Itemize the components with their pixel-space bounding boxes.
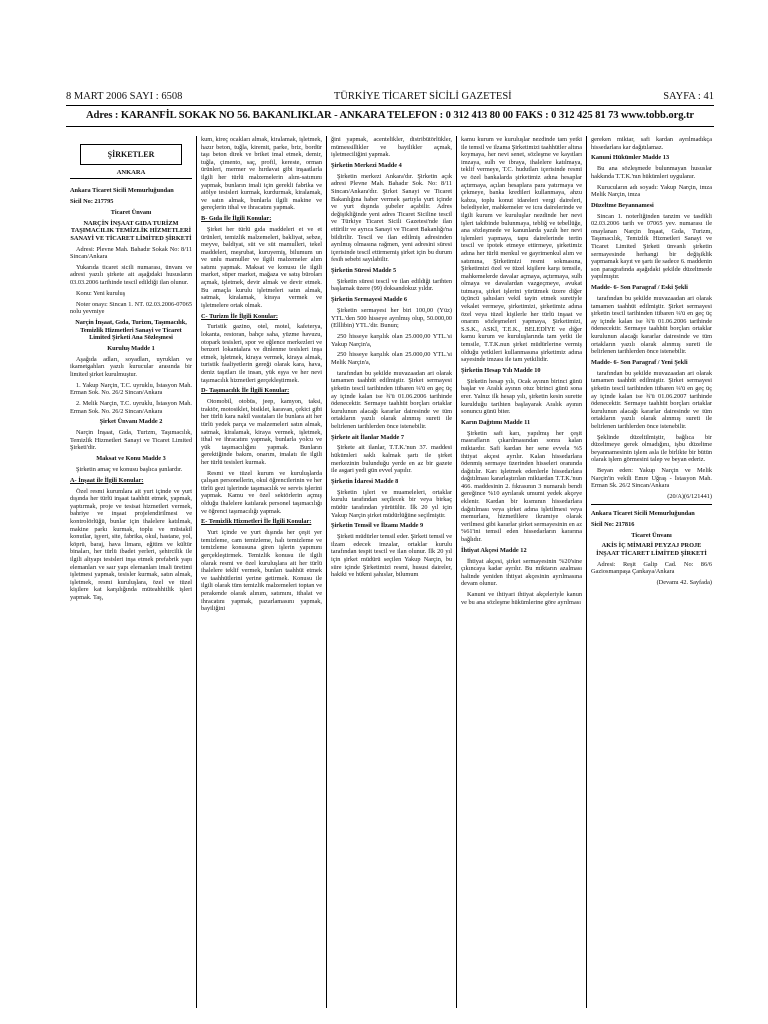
old-paragraph-text: tarafından bu şekilde muvazaadan ari olarak tamamen taahhüt edilmiştir. Şirket sermayesi şirketin tescil tarihinden itibaren ¼'ü en geç üç ay içinde kalan ise ¾'ü 01.06.2006 tarihinde ödenecektir. Sermaye taahhüt borçları ortaklar kurulunun alacağı kararlar dairesinde ve tüm ortakların yazılı olarak alınmış sureti ile belirlenen tarihlerden önce istenebilir.	[591, 295, 712, 356]
article-1-title: Kuruluş Madde 1	[107, 344, 155, 352]
page-number: SAYFA : 41	[663, 90, 714, 102]
article-13-text: Bu ana sözleşmede bulunmayan hususlar hakkında T.T.K.'nın hükümleri uygulanır.	[591, 165, 712, 180]
registry-office-2: Ankara Ticaret Sicili Memurluğundan	[591, 509, 695, 517]
article-5-text: Şirketin süresi tescil ve ilan edildiği tarihten başlamak üzere (99) doksandokuz yıldır.	[331, 277, 452, 293]
share-holding-2: 250 hisseye karşılık olan 25.000,00 YTL.'si Melik Narçin'a,	[331, 351, 452, 366]
address-line: Adres : KARANFİL SOKAK NO 56. BAKANLIKLAR - ANKARA TELEFON : 0 312 413 80 00 FAKS : 0 312 425 81 73 www.tobb.org.tr	[86, 110, 694, 121]
column-3	[326, 136, 456, 1008]
company-name-2: AKİS İÇ MİMARİ PEYZAJ PROJE İNŞAAT TİCARET LİMİTED ŞİRKETİ	[596, 542, 707, 557]
correction-text: Sincan 1. noterliğinden tanzim ve tasdikli 02.03.2006 tarih ve 07065 yev. numarası ile onaylanan Narçin İnşaat, Gıda, Turizm, Taşımacılık, Temizlik Hizmetleri Sanayi ve Ticaret Limited Şirketi ünvanlı şirketin sermayesinde herhangi bir değişiklik yapmamak kayıt ve şartı ile sadece 6. maddenin son paragrafında aşağıdaki şekilde düzeltmede yapılmıştır.	[591, 212, 712, 281]
old-paragraph-title: Madde- 6- Son Paragraf / Eski Şekli	[591, 284, 688, 292]
header-rule	[66, 105, 714, 106]
founders-signatures: Kurucuların adı soyadı: Yakup Narçin, imza Melik Narçin, imza	[591, 183, 712, 199]
section-e-text: Yurt içinde ve yurt dışında her çeşit yer temizleme, cam temizleme, halı temizleme ve temizleme konusuna giren işlerin yapımını gerçekleştirmek. Temizlik konusu ile ilgili olarak resmi ve özel kuruluşlara ait her türlü ihalelere teklif vermek, bunları taahhüt etmek ve taahhütlerini yerine getirmek. Konusu ile ilgili olarak tüm temizlik malzemeleri toptan ve perakende olarak alınım, satımını, ithalat ve ihracatını yapmak, pazarlamasını yapmak, bayiliğini	[201, 529, 322, 613]
section-c-text: Turistik gazino, otel, motel, kafeterya, lokanta, restoran, bahçe saha, yüzme havuzu, otopark tesisleri, spor ve eğlence merkezleri ve benzeri lokantalara ve dinlenme tesisleri inşa etmek, işletmek, kiraya vermek, kiraya almak, turistik faaliyetlerin gereği olarak kara, hava, deniz taşıtları ile insan, yük eşya ve her nevi taşımacılık hizmetleri gerçekleştirmek.	[201, 323, 322, 384]
registry-office: Ankara Ticaret Sicili Memurluğundan	[70, 187, 174, 195]
city-heading: ANKARA	[70, 169, 192, 180]
section-title: ŞİRKETLER	[80, 144, 182, 165]
gazette-title: TÜRKİYE TİCARET SİCİLİ GAZETESİ	[333, 90, 512, 102]
section-a-text: Özel resmi kurumlara ait yurt içinde ve yurt dışında her türlü inşaat taahhüt etmek, yapmak, yaptırmak, proje ve tesisat hizmetleri vermek, bahriye ve inşaat projelendirilmesi ve kontrolörlüğü, bunlar için ihalelere katılmak, makine parkı kurmak, toplu ve müstakil konutlar, işyeri, site, fabrika, okul, hastane, yol, köprü, baraj, hava limanı, eğitim ve kültür binaları, her türlü ibadet yerleri, şehircilik ile ilgili altyapı tesisleri inşa etmek prefabrik yapı elemanları ve saır yapı elemanları imali üretimi işletmesi yapmak, tesisler kurmak, satın almak, işletmek, resmi kuruluşlara, özel ve tüzel kişilere kat karşılığında müteahhitlik işleri yapmak. Taş,	[70, 487, 192, 601]
article-7-title: Şirkete ait İlanlar Madde 7	[331, 433, 404, 441]
company-name: NARÇİN İNŞAAT GIDA TURİZM TAŞIMACILIK TEMİZLİK HİZMETLERİ SANAYİ VE TİCARET LİMİTED ŞİRKETİ	[70, 219, 192, 242]
article-12-text: İhtiyat akçesi, şirket sermayesinin %20'sine çıkıncaya kadar ayrılır. Bu miktarın azalması halinde yeniden ihtiyat akçesinin ayrılmasına devam olunur.	[461, 557, 582, 588]
article-2-text: Narçin İnşaat, Gıda, Turizm, Taşımacılık, Temizlik Hizmetleri Sanayi ve Ticaret Limited Şirketi'dir.	[70, 429, 192, 452]
section-c-title: C- Turizm İle İlgili Konular:	[201, 312, 278, 320]
subject: Konu: Yeni kuruluş	[76, 289, 126, 297]
founder-1: 1. Yakup Narçin, T.C. uyruklu, İstasyon Mah. Erman Sok. No. 26/2 Sincan/Ankara	[70, 381, 192, 397]
sicil-number-2: Sicil No: 217816	[591, 520, 635, 528]
article-3-text: Şirketin amaç ve konusu başlıca şunlardır.	[76, 466, 183, 473]
article-6-title: Şirketin Sermayesi Madde 6	[331, 296, 408, 304]
section-a-title: A- İnşaat ile İlgili Konular:	[70, 476, 144, 484]
column-5	[586, 136, 716, 1008]
section-e-title: E- Temizlik Hizmetleri İle İlgili Konular:	[201, 518, 312, 526]
article-3-title: Maksat ve Konu Madde 3	[96, 455, 166, 463]
section-d-title: D- Taşımacılık İle İlgili Konular:	[201, 387, 290, 395]
columns	[66, 136, 716, 1008]
section-d-text: Otomobil, otobüs, jeep, kamyon, taksi, traktör, motosiklet, bisiklet, karavan, çekici gibi her türlü kara nakil vasıtaları ile bunlara ait her türlü yedek parça ve malzemeleri satın almak, satmak, kiralamak, kiraya vermek, işletmek, ithal ve ihracatını yapmak, bunlarla yolcu ve yük taşımacılığını yapmak. Bunların gerektiğinde bakım, onarım, imalatı ile ilgili her türlü tesisleri kurmak.	[201, 398, 322, 466]
correction-closing: Şeklinde düzeltilmiştir, bağlıca bir düzeltmeye gerek olmadığını, işbu düzeltme beyannamesinin işlem asla ile birlikte bir bütün olarak işlem görmesini talep ve beyan ederiz.	[591, 433, 712, 464]
section-b-title: B- Gıda İle İlgili Konular:	[201, 215, 272, 223]
company-address-2: Adresi: Reşit Galip Cad. No: 86/6 Gaziosmanpaşa Çankaya/Ankara	[591, 560, 712, 576]
column-4	[456, 136, 586, 1008]
section-d-text-2: Resmi ve tüzel kurum ve kuruluşlarda çalışan personellerin, okul öğrencilerinin ve her türlü gezi işlerinde taşımacılık ve servis işlerini yapmak. Kamu ve özel sektörlerin açmış olduğu ihalelere katılarak personel taşımacılığı ve öğrenci taşımacılığı yapmak.	[201, 469, 322, 515]
new-paragraph-title: Madde- 6- Son Paragraf / Yeni Şekli	[591, 358, 688, 366]
continuation-text: gereken miktar, safi kardan ayrılmadıkça hissedarlara kar dağıtılamaz.	[591, 136, 712, 151]
announcement-text: Yukarıda ticaret sicili numarası, ünvanı ve adresi yazılı şirkete ait aşağıdaki hususların 03.03.2006 tarihinde tescil edildiği ilan olunur.	[70, 263, 192, 287]
article-10-text: Şirketin hesap yılı, Ocak ayının birinci günü başlar ve Aralık ayının otuz birinci günü sona erer. Yalnız ilk hesap yılı, şirketin kesin surette kurulduğu tarihten başlayarak Aralık ayının sonuncu günü biter.	[461, 377, 582, 416]
article-9-title: Şirketin Temsil ve İlzamı Madde 9	[331, 522, 424, 530]
article-4-text: Şirketin merkezi Ankara'dır. Şirketin açık adresi Plevne Mah. Bahadır Sok. No: 8/11 Sincan/Ankara'dır. Şirket Sanayi ve Ticaret Bakanlığına haber vermek şartıyla yurt içinde ve yurt dışında şubeler açabilir. Adres değişikliğinde yeni adres Ticaret Siciline tescil ve Türkiye Ticaret Sicili Gazetesi'nde ilan ettirilir ve ayrıca Sanayi ve Ticaret Bakanlığı'na bildirilir. Tescil ve ilan edilmiş adresinden ayrılmış olmasına rağmen, yeni adresini süresi içerisinde tescil ettirmemiş şirket için bu durum fesih sebebi sayılabilir.	[331, 172, 452, 264]
correction-title: Düzeltme Beyannamesi	[591, 201, 654, 209]
article-13-title: Kanuni Hükümler Madde 13	[591, 154, 670, 162]
article-6-text: Şirketin sermayesi her biri 100,00 (Yüz) YTL.'den 500 hisseye ayrılmış olup, 50.000,00 (Elllibin) YTL.'dir. Bunun;	[331, 307, 452, 330]
article-9-text: Şirketi müdürler temsil eder. Şirketi temsil ve ilzam edecek imzalar, ortaklar kurulu tarafından tespit tescil ve ilan olunur. İlk 20 yıl için şirket müdürü seçilen Yakup Narçin, bu süre içinde Şirketimizi resmi, hususi daireler, hakiki ve hükmi şahıslar, bilumum	[331, 533, 452, 579]
article-5-title: Şirketin Süresi Madde 5	[331, 267, 397, 275]
divider	[591, 504, 712, 505]
column-1	[66, 136, 196, 1008]
reference-number: (20/A)(6/121441)	[667, 493, 712, 501]
column-2	[196, 136, 326, 1008]
article-1-text: Aşağıda adları, soyadları, uyrukları ve ikametgahları yazılı kurucular arasında bir limited şirket kurulmuştur.	[70, 355, 192, 378]
sicil-number: Sicil No: 217795	[70, 197, 114, 205]
company-address: Adresi: Plevne Mah. Bahadır Sokak No: 8/11 Sincan/Ankara	[70, 245, 192, 261]
article-11-title: Karın Dağıtımı Madde 11	[461, 418, 531, 426]
continuation-text: ğini yapmak, acentelikler, distribütörlükler, mümessillikler ve bayilikler açmak, işletmeciliğini yapmak.	[331, 136, 452, 159]
section-b-text: Şirket her türlü gıda maddeleri et ve et ürünleri, temizlik malzemeleri, bakliyat, sebze, meyve, baldiyat, süt ve süt mamulleri, tekel maddeleri, meşrubat, kuruyemiş, bilumum un ve unlu mamuller ve ilgili malzemeler alım satımı yapmak. Maksat ve konusu ile ilgili market, süper market, mağaza ve satış büroları açmak, işletmek, devir almak ve devir etmek. Bu amaçla kurulu işletmeleri satın almak, satmak, kiralamak, kiraya vermek ve işletmelere ortak olmak.	[201, 225, 322, 309]
articles-title: Narçin İnşaat, Gıda, Turizm, Taşımacılık, Temizlik Hizmetleri Sanayi ve Ticaret Limited Şirketi Ana Sözleşmesi	[75, 319, 187, 342]
address-rule	[66, 126, 714, 127]
article-8-text: Şirketin işleri ve muameleleri, ortaklar kurulu tarafından seçilecek bir veya birkaç müdür tarafından yürütülür. İlk 20 yıl için Yakup Narçin şirket müdürlüğüne seçilmiştir.	[331, 488, 452, 519]
notary-approval: Noter onayı: Sincan 1. NT. 02.03.2006-07065 nolu yevmiye	[70, 300, 192, 316]
article-12-title: İhtiyat Akçesi Madde 12	[461, 546, 527, 554]
article-12-text-2: Kanuni ve ihtiyari ihtiyat akçeleriyle kanun ve bu ana sözleşme hükümlerine göre ayrılması	[461, 591, 582, 606]
issue-date: 8 MART 2006 SAYI : 6508	[66, 90, 183, 102]
founder-2: 2. Melik Narçin, T.C. uyruklu, İstasyon Mah. Erman Sok. No. 26/2 Sincan/Ankara	[70, 400, 192, 415]
share-holding-1: 250 hisseye karşılık olan 25.000,00 YTL.'si Yakup Narçin'a,	[331, 332, 452, 348]
article-11-text: Şirketin safi karı, yapılmış her çeşit masrafların çıkarılmasından sonra kalan miktardır. Safi kardan her sene evvela %5 ihtiyat akçesi ayrılır. Kalan hissedarlara ödenmiş sermaye üzerinden hisseleri oranında dağıtılır. Karı işletmek edenlerle hissedarlara dağıtılması kararlaştırılan miktardan T.T.K.'nun 466. maddesinin 2. fıkrasının 3 numaralı bendi gereğince %10 ayrılarak umumi yedek akçeye eklenir. Kardan bir kısmının hissedarlara dağıtılması veya şirket adına işletilmesi veya memurlara, hizmetlilere ikramiye olarak verilmesi gibi kararlar şirket sermayesinin en az %61'ini temsil eden hissedarların kararına bağlıdır.	[461, 429, 582, 544]
trade-name-label-2: Ticaret Ünvanı	[631, 531, 672, 539]
continued-note: (Devamı 42. Sayfada)	[656, 579, 712, 587]
continuation-text: kamu kurum ve kuruluşlar nezdinde tam yetki ile temsil ve ilzama Şirketimizi taahhütler altına koymaya, her nevi senet, sözleşme ve kayıtları imzaya, sulh ve ibraya, ihalelere katılmaya, teklif vermeye, T.C. hudutları içerisinde resmi ve özel bankalarda şirketimiz adına hesaplar açtırmaya, açılan hesaplara para yatırmaya ve çekmeye, banka kredileri kullanmaya, ahzu kabza, toplu konut idareleri vergi daireleri, belediyeler, mahkemeler ve icra dairelerinde ve ilgili kurum ve kuruluşlar nezdinde her nevi işleri takibinde bulunmaya, tebliğ ve tebellüğe, ana sözleşmede ve kanunlarda yazılı her nevi işlemleri yapmaya, tapu dairelerinde tertin tescil ve ipotek etmeye ettirmeye, şirketimiz adına her türlü menkul ve gayrimenkul alım ve satımına, Şirketimizi resmi sokmasına, Şirketimizi özel ve tüzel kişilere karşı temsile, mahkemelerde davalar açmaya, açtırmaya, sulh olmaya ve davalardan vazgeçmeye, avukat tutmaya, şirket işlerini yürütmek üzere diğer üçüncü şahısları vekil tayin etmek suretiyle vekalet vermeye, şirketimizi, şirketimiz adına özel veya tüzel kişilerle her türlü inşaat ve onarım sözleşmeleri yapmaya, Şirketimizi, S.S.K., ASKİ, T.E.K., BELEDİYE ve diğer kamu kurum ve kuruluşlarında tam yetki ile temsile, T.T.K.nun şirket müdürlerine vermiş olduğu yetkileri kullanmasına şirketimiz adına sayesinde imzası ile tam yetkilidir.	[461, 136, 582, 364]
article-2-title: Şirket Ünvanı Madde 2	[99, 418, 163, 426]
article-8-title: Şirketin İdaresi Madde 8	[331, 478, 399, 485]
article-7-text: Şirkete ait ilanlar, T.T.K.'nun 37. maddesi hükümleri saklı kalmak şartı ile şirket merkezinin bulunduğu yerde en az bir gazete ile asgari yedi gün evvel yapılır.	[331, 444, 452, 475]
article-10-title: Şirketin Hesap Yılı Madde 10	[461, 367, 541, 374]
declarant: Beyan eden: Yakup Narçin ve Melik Narçin'in vekili Emre Uğraş - İstasyon Mah. Erman Sk. 26/2 Sincan/Ankara	[591, 467, 712, 490]
page-header	[66, 88, 714, 104]
new-paragraph-text: tarafından bu şekilde muvazaadan ari olarak tamamen taahhüt edilmiştir. Şirket sermayesi şirketin tescil tarihinden itibaren ¼'ü en geç üç ay içinde kalan ise ¾'ü 01.06.2007 tarihinde ödenecektir. Sermaye taahhüt borçları ortaklar kurulunun alacağı kararlar dairesinde ve tüm ortakların yazılı olarak alınmış sureti ile belirlenen tarihlerden önce istenebilir.	[591, 369, 712, 430]
trade-name-label: Ticaret Ünvanı	[110, 208, 152, 216]
continuation-text: kum, kireç ocakları almak, kiralamak, işletmek, hazır beton, tuğla, kiremit, parke, briz, bordür taşı beton direk ve briket imal etmek, demir, tuğla, çimento, saç, profil, kereste, orman ürünleri, mermer ve hırdavat gibi inşaatlarla ilgili her türlü malzemelerin alım-satımını yapmak, bunların imali için gerekli fabrika ve atölye tesisleri kurmak, kurdurmak, kiralamak, ve satın almak, bunlarla ilgili makine ve gereçlerin ithal ve ihracatını yapmak.	[201, 136, 322, 212]
article-6-text-2: tarafından bu şekilde muvazaadan ari olarak tamamen taahhüt edilmiştir. Şirket sermayesi şirketin tescil tarihinden itibaren ¼'ü en geç üç ay içinde kalan ise ¾'ü 01.06.2006 tarihinde ödenecektir. Sermaye taahhüt borçları ortaklar kurulunun alacağı kararlar dairesinde ve tüm ortakların yazılı olarak alınmış sureti ile belirlenen tarihlerden önce istenebilir.	[331, 369, 452, 430]
article-4-title: Şirketin Merkezi Madde 4	[331, 161, 402, 169]
